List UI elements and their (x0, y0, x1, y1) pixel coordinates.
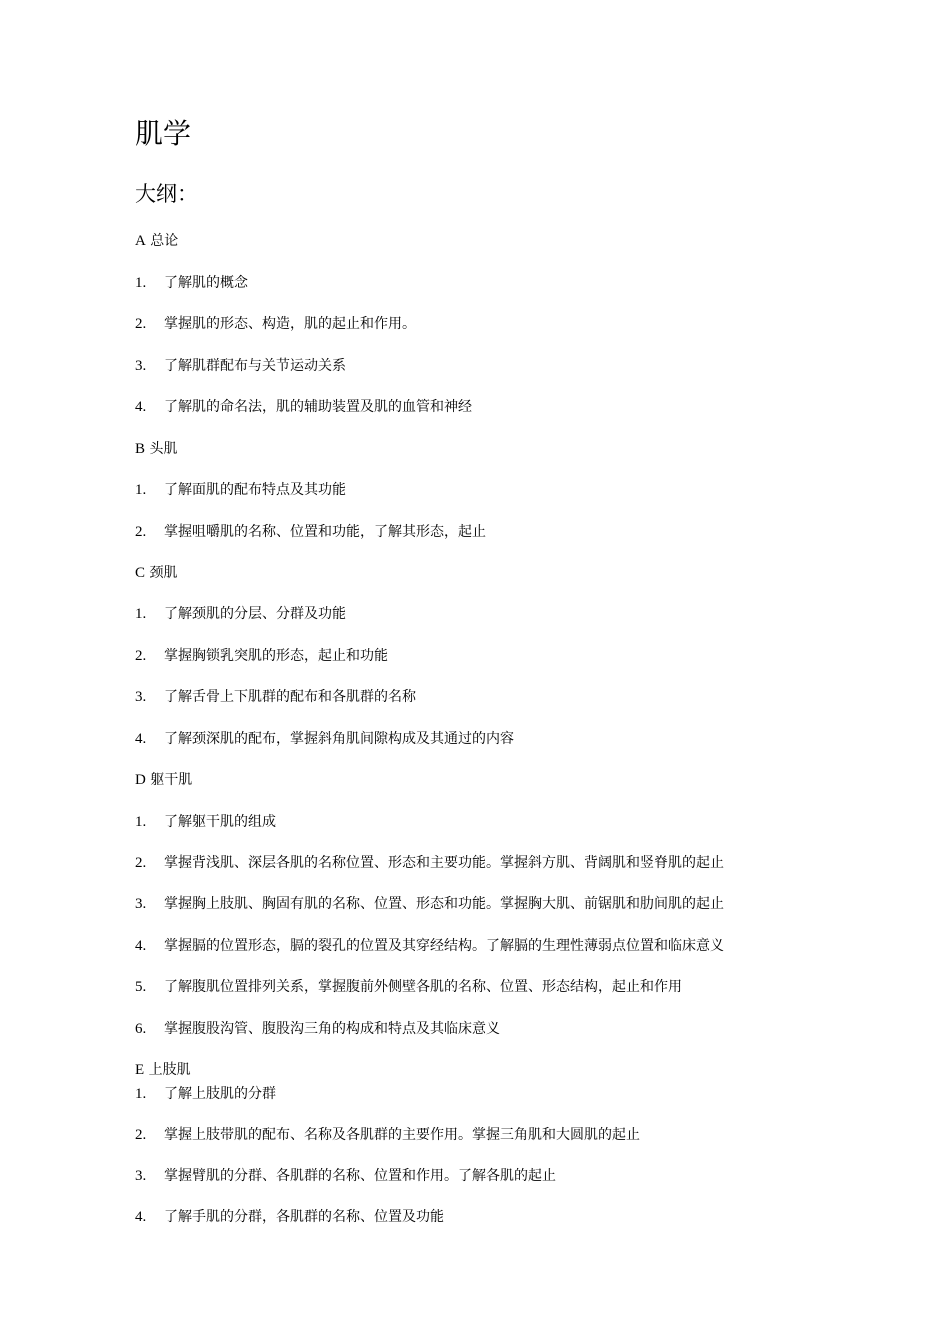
item-number: 4. (135, 1209, 147, 1225)
item-number: 2. (135, 1127, 147, 1143)
item-number: 2. (135, 855, 147, 871)
item-number: 3. (135, 896, 147, 912)
item-text: 了解腹肌位置排列关系，掌握腹前外侧壁各肌的名称、位置、形态结构，起止和作用 (164, 979, 682, 995)
list-item (135, 729, 514, 749)
list-item (135, 356, 346, 376)
list-item (135, 1207, 444, 1227)
item-text: 掌握腹股沟管、腹股沟三角的构成和特点及其临床意义 (164, 1021, 500, 1037)
item-text: 了解面肌的配布特点及其功能 (164, 482, 346, 498)
list-item (135, 1125, 640, 1145)
list-item (135, 480, 346, 500)
section-letter: D (135, 772, 146, 788)
list-item (135, 1019, 500, 1039)
list-item (135, 687, 416, 707)
list-item (135, 853, 724, 873)
outline-heading: 大纲： (135, 182, 198, 206)
list-item (135, 646, 388, 666)
item-text: 了解上肢肌的分群 (164, 1086, 276, 1102)
item-text: 了解颈深肌的配布，掌握斜角肌间隙构成及其通过的内容 (164, 731, 514, 747)
item-number: 3. (135, 689, 147, 705)
document-title: 肌学 (135, 117, 192, 150)
item-text: 了解颈肌的分层、分群及功能 (164, 606, 346, 622)
item-text: 掌握膈的位置形态，膈的裂孔的位置及其穿经结构。了解膈的生理性薄弱点位置和临床意义 (164, 938, 724, 954)
item-text: 掌握胸锁乳突肌的形态，起止和功能 (164, 648, 388, 664)
item-text: 了解肌的概念 (164, 275, 248, 291)
item-number: 4. (135, 399, 147, 415)
section-letter: E (135, 1062, 145, 1078)
item-text: 了解手肌的分群，各肌群的名称、位置及功能 (164, 1209, 444, 1225)
item-number: 3. (135, 1168, 147, 1184)
item-text: 掌握肌的形态、构造，肌的起止和作用。 (164, 316, 416, 332)
item-text: 掌握胸上肢肌、胸固有肌的名称、位置、形态和功能。掌握胸大肌、前锯肌和肋间肌的起止 (164, 896, 724, 912)
section-name: 上肢肌 (148, 1062, 191, 1078)
list-item (135, 522, 486, 542)
section-name: 头肌 (149, 441, 178, 457)
item-text: 掌握咀嚼肌的名称、位置和功能，了解其形态，起止 (164, 524, 486, 540)
list-item (135, 314, 416, 334)
item-number: 2. (135, 524, 147, 540)
section-heading-d (135, 770, 192, 790)
item-text: 了解肌群配布与关节运动关系 (164, 358, 346, 374)
section-name: 颈肌 (149, 565, 178, 581)
item-text: 了解肌的命名法，肌的辅助装置及肌的血管和神经 (164, 399, 472, 415)
item-text: 掌握背浅肌、深层各肌的名称位置、形态和主要功能。掌握斜方肌、背阔肌和竖脊肌的起止 (164, 855, 724, 871)
item-number: 2. (135, 648, 147, 664)
item-number: 1. (135, 275, 147, 291)
item-number: 3. (135, 358, 147, 374)
section-heading-b (135, 439, 177, 459)
item-text: 掌握臂肌的分群、各肌群的名称、位置和作用。了解各肌的起止 (164, 1168, 556, 1184)
list-item (135, 812, 276, 832)
section-letter: A (135, 233, 146, 249)
section-letter: B (135, 441, 146, 457)
item-text: 了解躯干肌的组成 (164, 814, 276, 830)
section-name: 总论 (150, 233, 179, 249)
item-text: 了解舌骨上下肌群的配布和各肌群的名称 (164, 689, 416, 705)
section-name: 躯干肌 (150, 772, 193, 788)
item-number: 1. (135, 814, 147, 830)
item-number: 2. (135, 316, 147, 332)
section-letter: C (135, 565, 146, 581)
item-number: 4. (135, 731, 147, 747)
item-number: 6. (135, 1021, 147, 1037)
section-heading-c (135, 563, 177, 583)
section-heading-e (135, 1060, 191, 1080)
item-number: 1. (135, 1086, 147, 1102)
list-item (135, 894, 724, 914)
item-text: 掌握上肢带肌的配布、名称及各肌群的主要作用。掌握三角肌和大圆肌的起止 (164, 1127, 640, 1143)
list-item (135, 273, 248, 293)
list-item (135, 604, 346, 624)
list-item (135, 1084, 276, 1104)
item-number: 5. (135, 979, 147, 995)
section-heading-a (135, 231, 178, 251)
list-item (135, 936, 724, 956)
item-number: 1. (135, 606, 147, 622)
item-number: 1. (135, 482, 147, 498)
list-item (135, 397, 472, 417)
item-number: 4. (135, 938, 147, 954)
list-item (135, 977, 682, 997)
list-item (135, 1166, 556, 1186)
